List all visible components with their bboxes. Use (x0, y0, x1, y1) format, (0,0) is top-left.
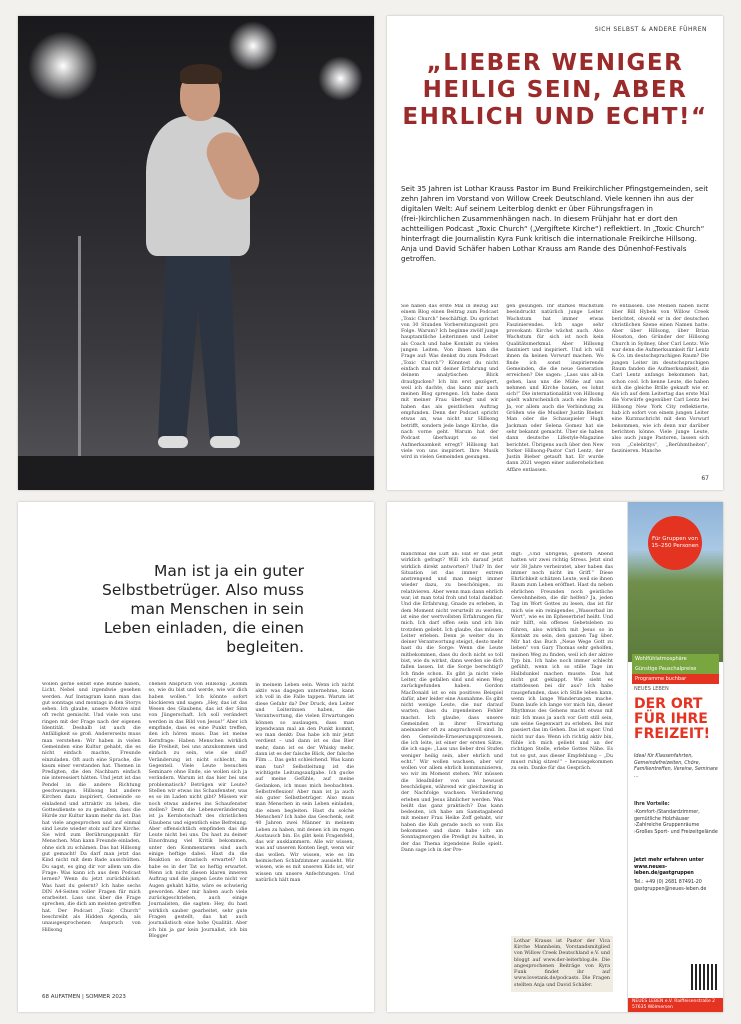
ad-title: DER ORT FÜR IHRE FREIZEIT! (634, 696, 710, 742)
mic-stand (78, 236, 81, 456)
article-column: re entlassen. Die Medien haben nicht über Bill Hybels von Willow Creek berichtet, obwohl er in der deutschen christlichen Szene einen Namen hatte. Aber über Hillsong, über Brian Houston, den Gründer der Hillsong Church in Sydney, über Carl Lentz. Wie war denn die Aufmerksamkeit für Lentz & Co. im deutschsprachigen Raum? Die jungen Leiter im deutschsprachigen Raum fanden die Aufmerksamkeit, die Carl Lentz anfangs bekommen hat, schon cool. Ich kenne Leute, die haben sich die gleiche Brille gekauft wie er. Als ich auf dem Leitertag das erste Mal die Vorwürfe gegenüber Carl Lentz bei Hillsong New York City reflektierte, hab ich sofort von einem jungen Leiter eine Kurznachricht mit dem Vorwurf bekommen, wie ich denn nur darüber berichten könne. Viele junge Leute, also auch junge Pastoren, lassen sich von „Celebritys“, „Berühmtheiten“, faszinieren. Manche (611, 304, 709, 454)
section-tag: SICH SELBST & ANDERE FÜHREN (594, 26, 707, 33)
group-badge: Für Gruppen von 15–250 Personen (648, 516, 702, 570)
article-columns (401, 552, 613, 992)
speaker-legs (158, 251, 238, 441)
article-column: gen gesungen. Ihr starkes Wachstum beeindruckt natürlich junge Leiter. Wachstum hat immer etwas Faszinierendes. Ich sage sehr provokant: Kirche wächst auch. Also Wachstum für sich ist noch kein Qualitätsmerkmal. Aber Hillsong fasziniert und inspiriert. Und ich will ihnen da keinen Vorwurf machen. Wo finde ich sonst inspirierende Gemeinden, die die neue Generation erreichen? Die sagen: „Lass uns all-in gehen, lass uns die Mühe auf uns nehmen und Kirche bauen, es lohnt sich!“ Die internationalität von Hillsong spielt wahrscheinlich auch eine Rolle. Ja, vor allem auch die Verbindung zu Größen wie die Musiker Justin Bieber. Man oder die Schauspieler Hugh Jackman oder Selena Gomez hat sie sehr bekannt gemacht. Über sie haben dann deutsche Lifestyle-Magazine berichtet. Übrigens auch über den New Yorker Hillsong-Pastor Carl Lentz, der Justin Bieber getauft hat. Er wurde dann 2021 wegen einer außerehelichen Affäre entlassen. (506, 304, 604, 472)
stage-light (318, 56, 363, 101)
advertisement[interactable] (627, 502, 723, 1012)
page-69 (387, 502, 723, 1012)
speaker-hair (180, 64, 222, 84)
ad-feature: Programme buchbar (632, 674, 719, 684)
ad-logo: NEUES LEBEN (634, 686, 669, 692)
stage-photo (18, 16, 374, 490)
ad-feature: Wohlfühlatmosphäre (632, 654, 719, 664)
article-column: wollen gerne selbst eine Bühne haben, Licht, Nebel und irgendwie gesehen werden. Auf Instagram kann man das gut sonntags und montags in den Storys sehen. Ich glaube, unsere Motive sind oft recht gemischt. Und viele von uns ringen mit der Frage nach der eigenen Identität. Deshalb ist auch die Anfälligkeit so groß. Andererseits muss man verstehen: Wir haben in vielen Gemeinden eine Kultur gehabt, die es nicht einfach machte, Freunde einzuladen. Oft auch eine Sprache, die kaum einer verstanden hat. Themen in Predigten, die den Nachbarn einfach nie interessiert hätten. Und jetzt ist das Pendel in die andere Richtung geschwungen. Hillsong hat andere Kirchen dazu inspiriert, Gemeinde so einladend und attraktiv zu leben, die Gottesdienste so zu gestalten, dass die Hürde zur Kultur kaum mehr da ist. Das hat viele angesprochen und auf einmal sind Leute wieder stolz auf ihre Kirche. Sie wird zum Berührungspunkt für Menschen. Man kann Freunde einladen, ohne sich zu schämen. Das hat Hillsong gut gemacht! Da darf man jetzt das Kind nicht mit dem Bade ausschütten. Du sagst, es ging dir vor allem um die Frage: Was kann ich aus dem Podcast lernen? Wenn du jetzt zurückblickst: Was hast du gelernt? Ich habe sechs DIN A4-Seiten voller Fragen für mich erarbeitet. Lass uns über die Frage sprechen, die dich am meisten getroffen hat. Der Podcast „Toxic Church“ beschreibt als Hidden Agenda, als unausgesprochenen Anspruch von Hillsong (42, 682, 141, 933)
article-column (511, 552, 613, 992)
stage-light (28, 31, 98, 101)
article-column: manchmal die Luft an: Hat er das jetzt wirklich gefragt? Will ich darauf jetzt wirklich direkt antworten? Und? In der Situation ist das immer extrem anstrengend und man neigt immer wieder dazu, zu beschönigen, zu relativieren. Aber wenn man dann ehrlich war, ist man total froh und total dankbar. Und die Erfahrung, Gnade zu erleben, in dem Moment nicht verurteilt zu werden, ist eine der wertvollsten Erfahrungen für mich. Ich darf offen sein und ich bin trotzdem geliebt. Ich glaube, das müssen Leiter erleben. Denn je weiter du in deiner Verantwortung steigst, desto mehr hast du die Sorge: Wenn die Leute mitbekommen, dass du doch nicht so toll bist, wie du wirkst, dann werden sie dich fallen lassen. Ist die Sorge berechtigt? Ich finde schon. Es gibt ja nicht viele Leiter, die gefallen sind und einen Weg zurückgefunden haben. Gordon MacDonald ist so ein positives Beispiel dafür, aber leider eine Ausnahme. Es gibt nicht wenige Leute, die nur darauf warten, dass du irgendeinen Fehler machst. Ich glaube, dass unsere Gemeinden in ihrer Erwartung aneinander oft zu anspruchsvoll sind. In den Gemeinde-Erneuerungsprozessen, die ich leite, ist einer der ersten Sätze, die ich sage: „Lass uns lieber drei Stufen weniger heilig sein, aber ehrlich und echt.“ Wir wollen wachsen, aber wir wollen vor allem ehrlich kommunizieren, wo wir im Moment stehen. Wir müssen die Idealbilder von uns bewusst beschädigen, während wir gleichzeitig in der Nachfolge wachsen. Veränderung erleben und Jesus ähnlicher werden. Was heißt das ganz praktisch? Das kann bedeuten, ich habe am Samstagabend mit meiner Frau Heike Zoff gehabt, wir haben die Kuh gerade noch so vom Eis bekommen und dann habe ich am Sonntagmorgen die Predigt zu halten, in der das Thema irgendeine Rolle spielt. Dann sage ich in der Pre- (401, 552, 503, 853)
article-column: chenen Anspruch von Hillsong: „Komm so, wie du bist und werde, wie wir dich haben wollen.“ Ich könnte sofort blockieren und sagen: „Hey, das ist das Wesen des Glaubens, das ist der Sinn von Jüngerschaft. Ich soll verändert werden in das Bild von Jesus!“ Aber ich empfinde, dass es eine Punkt treffen, den ich hören muss. Das ist meine Kernfrage: Haben Menschen wirklich die Freiheit, bei uns anzukommen und einfach zu sein, wie sie sind? Veränderung ist nicht schlecht, im Gegenteil. Viele Leute besuchen Seminare ohne Ende, sie wollen sich ja verändern. Warum ist das hier bei uns problematisch? Betrügen wir Leute? Stellen wir etwas ins Schaufenster, was es so im Laden nicht gibt? Müssen wir noch etwas anderes ins Schaufenster stellen? Denn die Lebensveränderung ist ja Kernbotschaft des christlichen Glaubens und eigentlich eine Befreiung. Aber offensichtlich empfinden das die Leute nicht bei uns. Du hast zu deiner Einordnung viel Kritik bekommen, unter den Kommentaren sind auch einige heftige dabei. Hast du die Reaktion so drastisch erwartet? Ich habe es in der Tat so heftig erwartet. Wenn ich nicht diesen klaren inneren Auftrag und die jungen Leute nicht vor Augen gehabt hätte, wäre es schwierig geworden. Aber mir haben auch viele zurückgeschrieben, auch einige Journalisten, die sagten: Hey, du hast wirklich sauber gearbeitet, sehr gute Fragen gestellt, das hat auch journalistisch eine hohe Qualität. Aber ich bin ja gar kein Journalist, ich bin Blogger (148, 682, 248, 939)
qr-code-icon[interactable] (691, 964, 717, 990)
article-columns (401, 304, 709, 472)
lede: Seit 35 Jahren ist Lothar Krauss Pastor im Bund Freikirchlicher Pfingstgemeinden, seit zehn Jahren im Vorstand von Willow Creek Deutschland. Viele kennen ihn aus der digitalen Welt: Auf seinem Leiterblog denkt er über Führungsfragen in (frei-)kirchlichen Zusammenhängen nach. In diesem Frühjahr hat er dort den achtteiligen Podcast „Toxic Church“ („Vergiftete Kirche“) reflektiert. In „Toxic Church“ hinterfragt die Journalistin Kyra Funk kritisch die internationale Freikirche Hillsong. Anja und David Schäfer haben Lothar Krauss am Rande des Dünenhof-Festivals getroffen. (401, 184, 709, 263)
shoe (158, 436, 188, 448)
ad-advantages: ›Komfort-/Standardzimmer, gemütliche Holzhäuser ›Zahlreiche Gruppenräume ›Großes Sport- und Freizeitgelände (634, 810, 718, 835)
shoe (210, 436, 240, 448)
ad-subtitle: Ideal für Klassenfahrten, Gemeindefreizeiten, Chöre, Familientreffen, Vereine, Seminare … (634, 754, 718, 779)
ad-footer: NEUES LEBEN e.V. Raiffeisenstraße 2 57635 Wölmersen (628, 998, 723, 1012)
article-column: Sie haben das erste Mal in Bezug auf einem Blog einen Beitrag zum Podcast „Toxic Church“ beschäftigt. Du sprichst von 30 Stunden Vorbereitungszeit pro Folge. Warum? Ich beginne zwölf junge hauptamtliche Leiterinnen und Leiter als Coach und habe Kontakt zu vielen jungen Leiten. Von ihnen kam die Frage auf: Was denkst du zum Podcast „Toxic Church“? Könntest du nicht einfach mal mit deiner Erfahrung und deinem analytischen Blick draufgucken? Ich bin erst gezögert, weil ich dachte, das kann mir auch meinen Blog sprengen. Ich habe dann mit meiner Frau überlegt und wir haben das als geistlichen Auftrag empfunden. Denn der Podcast spricht etwas an, was nicht nur Hillsong betrifft, sondern jede lange Kirche, die nach vorne geht. Warum hat der Podcast überhaupt so viel Aufmerksamkeit erregt? Hillsong hat viele von uns inspiriert. Ihre Musik wird in vielen Gemeinden gesungen. (401, 304, 499, 461)
page-67 (387, 16, 723, 490)
page-number: 67 (701, 475, 709, 482)
stage-light (228, 21, 278, 71)
page-footer: 68 AUFATMEN | SOMMER 2023 (42, 994, 126, 1000)
page-photo (18, 16, 374, 490)
page-68 (18, 502, 374, 1012)
article-columns (42, 682, 354, 982)
stage-floor (18, 456, 374, 490)
pull-quote: Man ist ja ein guter Selbstbetrüger. Also muss man Menschen in sein Leben einladen, die einen begleiten. (102, 562, 304, 656)
ad-photo (628, 502, 723, 662)
author-bio: Lothar Krauss ist Pastor der Vica Kirche Mannheim, Vorstandsmitglied von Willow Creek Deutschland e.V. und bloggt auf www.der-leiterblog.de. Die angesprochenen Beiträge von Kyra Funk findet ihr auf www.lovetank.de/podcasts. Die Fragen stellten Anja und David Schäfer. (511, 936, 613, 992)
article-text: digt: „Und übrigens, gestern Abend hatten wir zwei richtig Stress. Jetzt sind wir 38 Jahre verheiratet, aber haben das immer noch nicht im Griff.“ Diese Ehrlichkeit schätzen Leute, weil sie ihnen Raum zum Leben eröffnet. Hast du neben ehrlichen Freunden noch geistliche Gewohnheiten, die dir helfen? Ja, jeden Tag im Wort Gottes zu lesen, das ist für mich wie ein reinigendes „Wasserbad im Wort“, wie es im Epheserbrief heißt. Und mir hilft, ein offenes Gebetsleben zu führen, also wirklich mit Jesus so in Kontakt zu sein, den ganzen Tag über. Mir hat das Buch „Neue Wege Gott zu lieben“ von Gary Thomas sehr geholfen, meinen Weg zu finden, weil ich der aktive Typ bin. Ich habe noch immer schlecht gefühlt, wenn ich so stille Tage im Halbdunkel machen musste. Das hat nicht gut geklappt. Wie sieht es stattdessen bei dir aus? Ich habe rausgefunden, dass ich Stille leben kann, wenn ich lange Wanderungen mache. Dann laufe ich lange vor mich hin, dieser Rhythmus des Gehens macht etwas mit mir. Ich muss ja auch vor Gott still sein, um seine Gegenwart zu erleben. Bei mir passiert das im Gehen. Das ist super. Und nicht nur das: Wenn ich richtig aktiv bin, fühle ich mich geliebt und an der richtigen Stelle, erlebe Gottes Nähe. Es tut so gut, aus dieser Empfehlung – „Du musst ruhig sitzen!“ – herausgekommen zu sein. Danke für das Gespräch. (511, 552, 613, 772)
ad-feature: Günstige Pauschalpreise (632, 664, 719, 674)
ad-cta[interactable]: Jetzt mehr erfahren unter www.neues-leben.de/gastgruppen (634, 858, 704, 876)
ad-advantages-title: Ihre Vorteile: (634, 802, 670, 807)
ad-contact: Tel.: +49 (0) 2681 87491-20 gastgruppen@neues-leben.de (634, 880, 707, 892)
headline: „LIEBER WENIGER HEILIG SEIN, ABER EHRLICH UND ECHT!“ (402, 50, 708, 130)
article-column: in meinem Leben sein. Wenn ich nicht aktiv was dagegen unternehme, kann ich voll in die Falle tappen. Warum ist diese Gefahr da? Der Druck, den Leiter und Leiterinnen haben, die Verantwortung, die vielen Erwartungen können so auslaugen, dass man irgendwann mal an den Punkt kommt, wo man denkt: Das habe ich mir jetzt verdient – und dann ist es das Bier mehr, dann ist es der Whisky mehr, dann ist es der falsche Blick, der falsche Film ... Das geht schleichend. Was kann man tun? Selbstleitung ist die wichtigste Leitungsaufgabe. Ich gucke auf meine Gefühle, auf meine Gedanken, ich muss mich beobachten. Selbstreflexion! Aber man ist ja auch ein guter Selbstbetrüger. Also muss man Menschen in sein Leben einladen, die einen begleiten. Hast du solche Menschen? Ich habe das Geschenk, seit 40 Jahren zwei Männer in meinem Leben zu haben, mit denen ich im regen Austausch bin. Es gibt kein Fragenfeld, das wir ausklammern. Alle wir wissen, was auf unseren Konten liegt, wenn wir das wollen. Wir wissen, wie es im heimischen Schlafzimmer aussieht. Wir wissen, wie es mit unseren Kids ist, wir wissen um unsere Anfechtungen. Und natürlich hält man (255, 682, 354, 883)
